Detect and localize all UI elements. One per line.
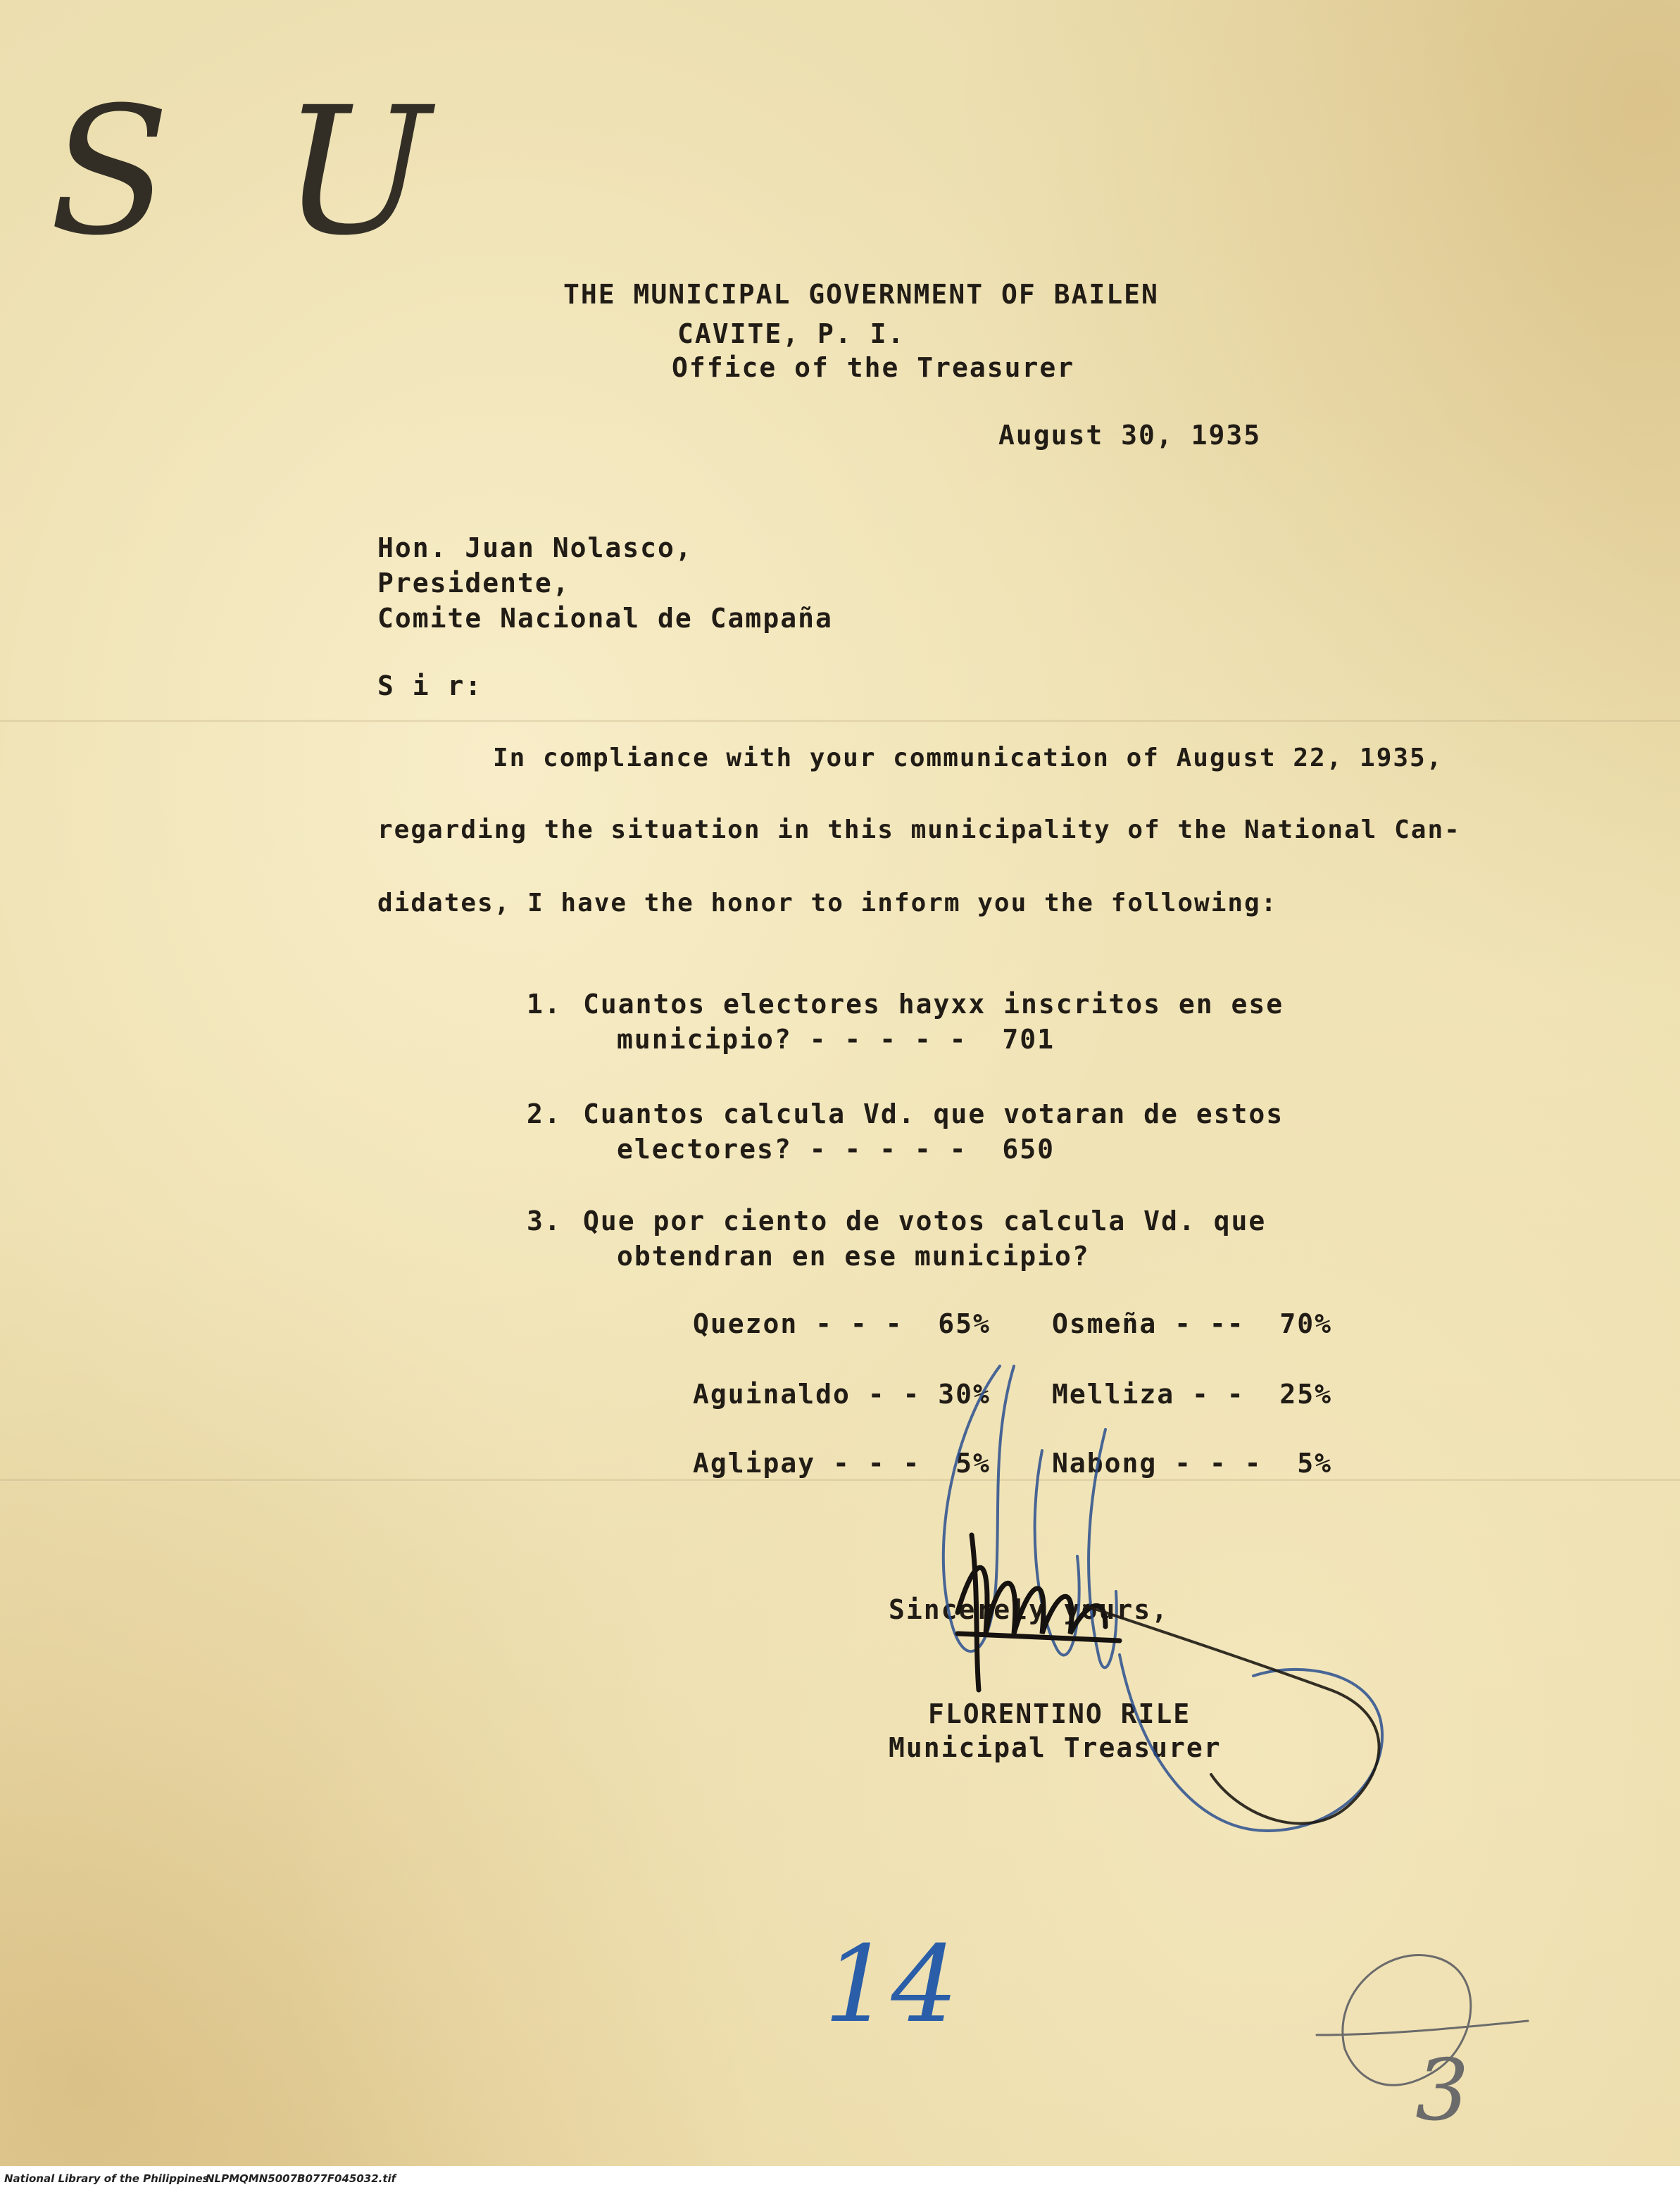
- question-1-line-1: Cuantos electores hayxx inscritos en ese: [583, 989, 1284, 1020]
- body-line-2: regarding the situation in this municipality of the National Can-: [377, 815, 1461, 844]
- question-3-number: 3.: [527, 1205, 562, 1236]
- question-1-number: 1.: [527, 989, 562, 1020]
- percentage-melliza: Melliza - - 25%: [1052, 1379, 1333, 1410]
- body-line-3: didates, I have the honor to inform you the following:: [377, 889, 1278, 917]
- question-2-number: 2.: [527, 1098, 562, 1129]
- question-1-line-2: municipio? - - - - - 701: [617, 1024, 1055, 1055]
- question-2-line-2: electores? - - - - - 650: [617, 1134, 1055, 1165]
- handwritten-initials: [42, 42, 459, 284]
- recipient-title: Presidente,: [377, 568, 570, 599]
- recipient-name: Hon. Juan Nolasco,: [377, 532, 693, 563]
- letterhead-line-1: THE MUNICIPAL GOVERNMENT OF BAILEN: [563, 279, 1159, 310]
- footer-file-name: NLPMQMN5007B077F045032.tif: [206, 2172, 396, 2185]
- percentage-aglipay: Aglipay - - - 5%: [693, 1448, 991, 1479]
- pencil-circled-mark: [1303, 1929, 1556, 2143]
- footer-library-name: National Library of the Philippines: [4, 2172, 209, 2185]
- letterhead-line-3: Office of the Treasurer: [672, 352, 1075, 383]
- page-number-text: 14: [824, 1924, 958, 2046]
- archive-footer: [0, 2166, 1680, 2192]
- percentage-quezon: Quezon - - - 65%: [693, 1308, 991, 1339]
- body-line-1: In compliance with your communication of August 22, 1935,: [493, 744, 1443, 772]
- initials-text: S U: [49, 69, 459, 274]
- signatory-name: FLORENTINO RILE: [928, 1698, 1191, 1729]
- fold-line-lower: [0, 1479, 1680, 1482]
- recipient-organization: Comite Nacional de Campaña: [377, 603, 833, 634]
- signatory-title: Municipal Treasurer: [889, 1732, 1222, 1763]
- circled-mark-text: 3: [1415, 2042, 1469, 2140]
- salutation: S i r:: [377, 670, 483, 701]
- letter-date: August 30, 1935: [998, 420, 1262, 451]
- fold-line-upper: [0, 720, 1680, 722]
- percentage-aguinaldo: Aguinaldo - - 30%: [693, 1379, 991, 1410]
- percentage-nabong: Nabong - - - 5%: [1052, 1448, 1333, 1479]
- closing: Sincerely yours,: [889, 1594, 1170, 1625]
- question-2-line-1: Cuantos calcula Vd. que votaran de estos: [583, 1098, 1284, 1129]
- question-3-line-1: Que por ciento de votos calcula Vd. que: [583, 1205, 1267, 1236]
- question-3-line-2: obtendran en ese municipio?: [617, 1241, 1090, 1272]
- page-number-handwritten: [817, 1915, 986, 2045]
- percentage-osmena: Osmeña - -- 70%: [1052, 1308, 1333, 1339]
- signature: [873, 1324, 1408, 1904]
- letterhead-line-2: CAVITE, P. I.: [677, 318, 905, 349]
